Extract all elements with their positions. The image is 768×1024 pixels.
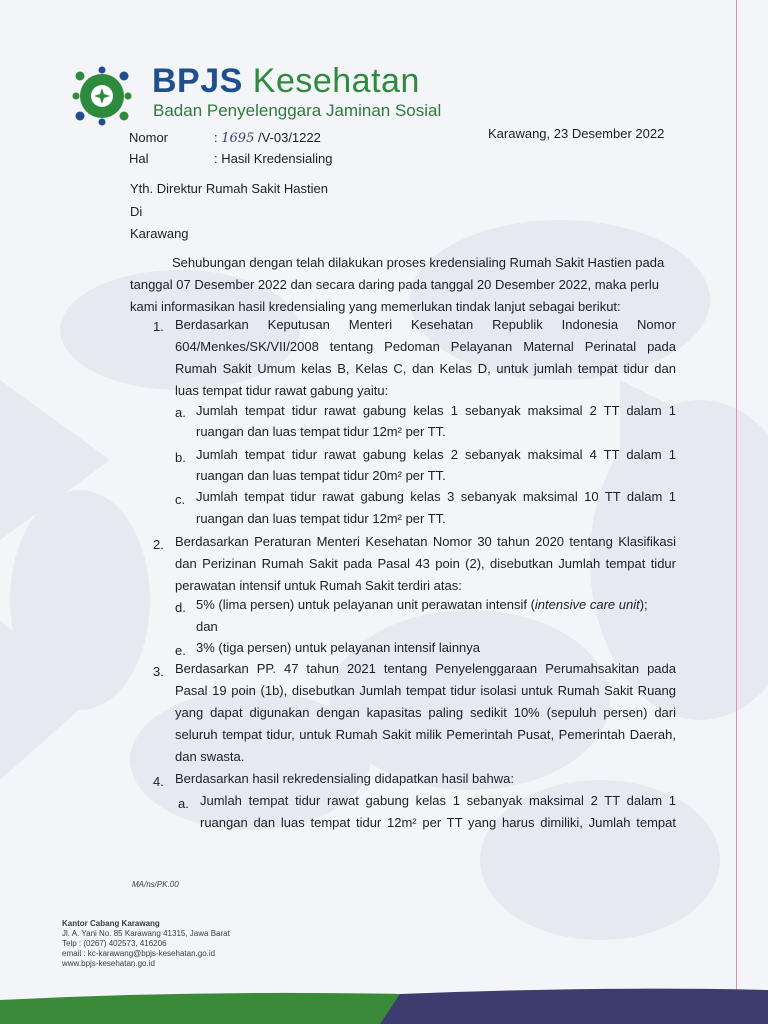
item1-c-line2: ruangan dan luas tempat tidur 12m² per TT. xyxy=(196,511,446,526)
office-email: email : kc-karawang@bpjs-kesehatan.go.id xyxy=(62,949,216,958)
letter-date: Karawang, 23 Desember 2022 xyxy=(488,126,665,141)
item2-line1: Berdasarkan Peraturan Menteri Kesehatan Nomor 30 tahun 2020 tentang Klasifikasi xyxy=(175,534,676,549)
item1-c-letter: c. xyxy=(175,492,186,507)
nomor-label: Nomor xyxy=(129,130,169,145)
margin-line xyxy=(736,0,737,1000)
item3-number: 3. xyxy=(153,664,164,679)
hal-label: Hal xyxy=(129,151,149,166)
item2-number: 2. xyxy=(153,537,164,552)
item2-line3: perawatan intensif untuk Rumah Sakit terdiri atas: xyxy=(175,578,462,593)
item1-a-line2: ruangan dan luas tempat tidur 12m² per TT. xyxy=(196,424,446,439)
item3-line2: Pasal 19 poin (1b), disebutkan Jumlah tempat tidur isolasi untuk Rumah Sakit Ruang xyxy=(175,683,676,698)
item2-e-letter: e. xyxy=(175,643,186,658)
office-phone: Telp : (0267) 402573, 416206 xyxy=(62,939,167,948)
item1-a-letter: a. xyxy=(175,405,186,420)
item1-line4: luas tempat tidur rawat gabung yaitu: xyxy=(175,383,389,398)
item1-number: 1. xyxy=(153,319,164,334)
intro-line1: Sehubungan dengan telah dilakukan proses kredensialing Rumah Sakit Hastien pada xyxy=(172,255,665,270)
intro-line2: tanggal 07 Desember 2022 dan secara daring pada tanggal 20 Desember 2022, maka perlu xyxy=(130,277,660,292)
item4-a-line1: Jumlah tempat tidur rawat gabung kelas 1 sebanyak maksimal 2 TT dalam 1 xyxy=(200,793,676,808)
item1-c-line1: Jumlah tempat tidur rawat gabung kelas 3 sebanyak maksimal 10 TT dalam 1 xyxy=(196,489,676,504)
item1-b-letter: b. xyxy=(175,450,186,465)
item2-d-text: 5% (lima persen) untuk pelayanan unit perawatan intensif ( xyxy=(196,597,535,612)
addressee-line3: Karawang xyxy=(130,226,189,241)
item4-a-letter: a. xyxy=(178,796,189,811)
item3-line5: dan swasta. xyxy=(175,749,245,764)
item2-d-letter: d. xyxy=(175,600,186,615)
item2-d-line2: dan xyxy=(196,619,218,634)
item4-line1: Berdasarkan hasil rekredensialing didapatkan hasil bahwa: xyxy=(175,771,514,786)
item4-a-line2: ruangan dan luas tempat tidur 12m² per TT yang harus dimiliki, Jumlah tempat xyxy=(200,815,676,830)
office-address: Jl. A. Yani No. 85 Karawang 41315, Jawa Barat xyxy=(62,929,230,938)
hal-value: : Hasil Kredensialing xyxy=(214,151,333,166)
item2-d-end: ); xyxy=(639,597,648,612)
item2-line2: dan Perizinan Rumah Sakit pada Pasal 43 poin (2), disebutkan Jumlah tempat tidur xyxy=(175,556,676,571)
item2-d-italic: intensive care unit xyxy=(534,597,640,612)
item3-line4: seluruh tempat tidur, untuk Rumah Sakit milik Pemerintah Pusat, Pemerintah Daerah, xyxy=(175,727,676,742)
nomor-handwritten: 1695 xyxy=(221,131,255,146)
item1-line3: Rumah Sakit Umum kelas B, Kelas C, dan Kelas D, untuk jumlah tempat tidur dan xyxy=(175,361,676,376)
office-website: www.bpjs-kesehatan.go.id xyxy=(62,959,155,968)
office-footer xyxy=(62,919,230,969)
item1-b-line1: Jumlah tempat tidur rawat gabung kelas 2 sebanyak maksimal 4 TT dalam 1 xyxy=(196,447,676,462)
intro-line3: kami informasikan hasil kredensialing yang memerlukan tindak lanjut sebagai berikut: xyxy=(130,299,621,314)
item1-line2: 604/Menkes/SK/VII/2008 tentang Pedoman Pelayanan Maternal Perinatal pada xyxy=(175,339,676,354)
addressee-line1: Yth. Direktur Rumah Sakit Hastien xyxy=(130,181,328,196)
nomor-value xyxy=(214,130,321,146)
item2-e-line1: 3% (tiga persen) untuk pelayanan intensif lainnya xyxy=(196,640,481,655)
item4-number: 4. xyxy=(153,774,164,789)
nomor-suffix: /V-03/1222 xyxy=(257,130,321,145)
item2-d-line1 xyxy=(196,594,676,617)
reference-code: MA/ns/PK.00 xyxy=(132,880,179,889)
nomor-colon: : xyxy=(214,130,218,145)
footer-color-band xyxy=(0,986,768,1024)
item1-b-line2: ruangan dan luas tempat tidur 20m² per TT. xyxy=(196,468,446,483)
item1-line1: Berdasarkan Keputusan Menteri Kesehatan Republik Indonesia Nomor xyxy=(175,317,676,332)
item1-a-line1: Jumlah tempat tidur rawat gabung kelas 1 sebanyak maksimal 2 TT dalam 1 xyxy=(196,403,676,418)
office-name: Kantor Cabang Karawang xyxy=(62,919,160,928)
brand-subtitle: Badan Penyelenggara Jaminan Sosial xyxy=(153,101,442,120)
brand-kesehatan: Kesehatan xyxy=(252,62,420,100)
bpjs-logo-icon xyxy=(72,66,132,126)
brand-name xyxy=(152,62,420,101)
brand-bpjs: BPJS xyxy=(152,62,243,100)
item3-line3: yang dapat digunakan dengan kapasitas paling sedikit 10% (sepuluh persen) dari xyxy=(175,705,676,720)
addressee-line2: Di xyxy=(130,204,143,219)
item3-line1: Berdasarkan PP. 47 tahun 2021 tentang Penyelenggaraan Perumahsakitan pada xyxy=(175,661,676,676)
